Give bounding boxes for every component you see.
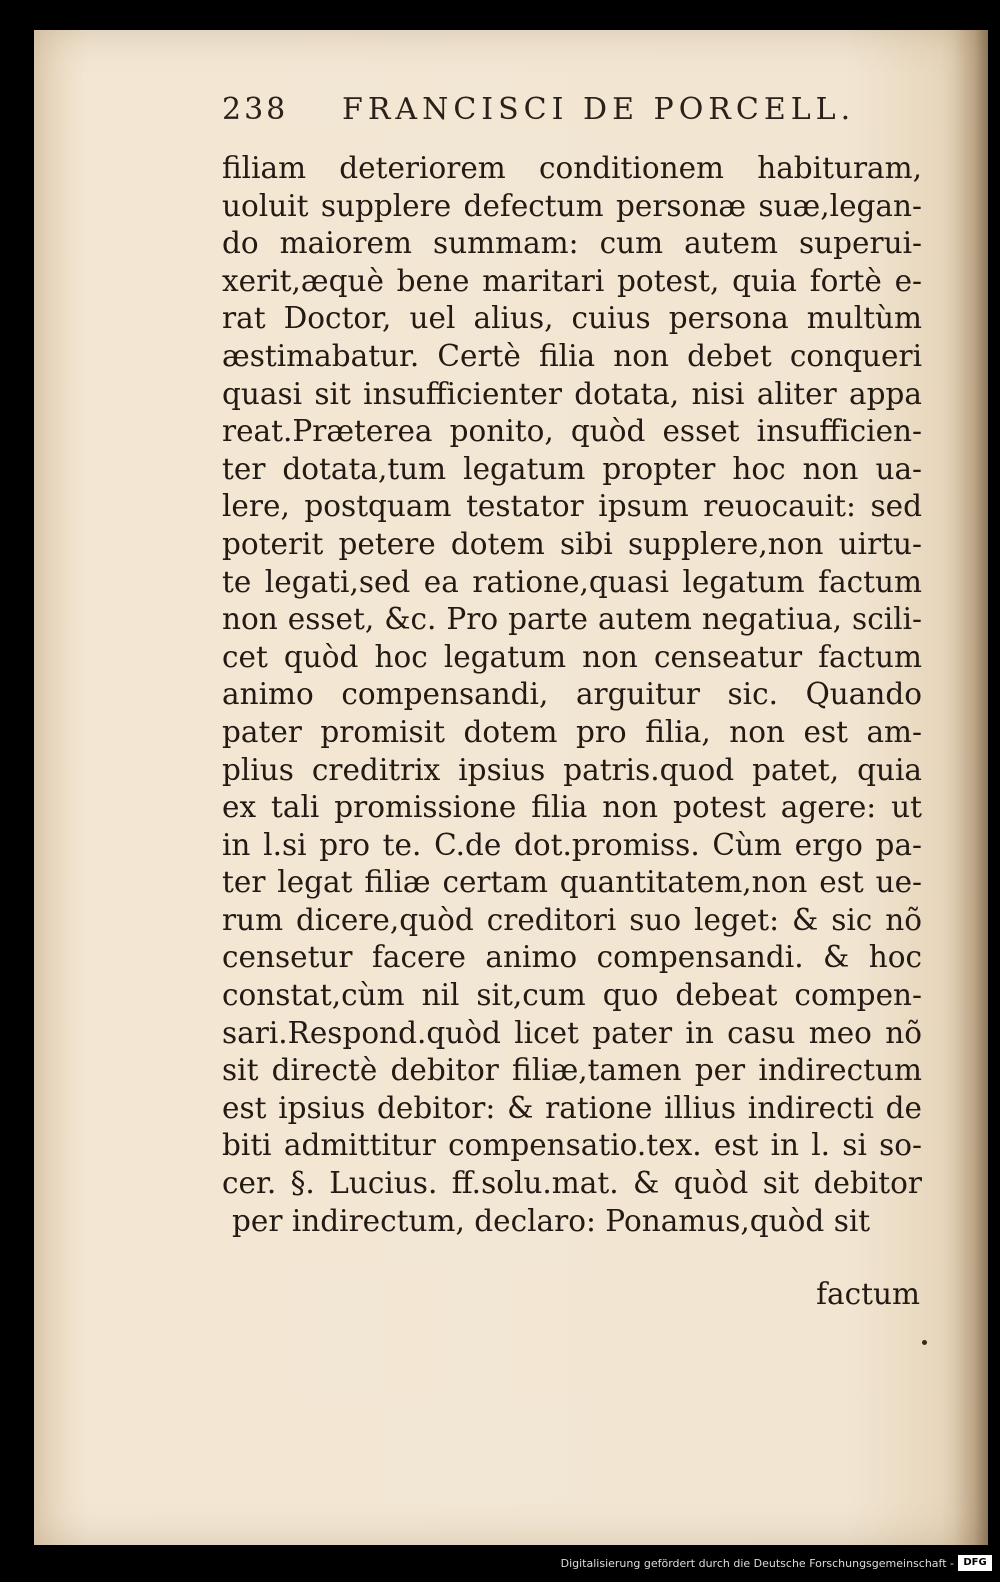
text-line: animo compensandi, arguitur sic. Quando xyxy=(222,677,922,712)
text-line: reat.Præterea ponito, quòd esset insufficien- xyxy=(222,414,922,449)
catchword: factum xyxy=(816,1277,920,1311)
text-line: pater promisit dotem pro filia, non est am- xyxy=(222,714,922,749)
text-line: cet quòd hoc legatum non censeatur factum xyxy=(222,639,922,674)
dfg-logo: DFG xyxy=(958,1555,992,1571)
text-line: cer. §. Lucius. ff.solu.mat. & quòd sit debitor xyxy=(222,1166,922,1201)
text-line: per indirectum, declaro: Ponamus,quòd sit xyxy=(232,1203,871,1238)
text-line: in l.si pro te. C.de dot.promiss. Cùm ergo pa- xyxy=(222,827,922,862)
footer-credit: Digitalisierung gefördert durch die Deutsche Forschungsgemeinschaft - xyxy=(560,1557,954,1570)
text-line: est ipsius debitor: & ratione illius indirecti de xyxy=(222,1090,922,1125)
text-line: rat Doctor, uel alius, cuius persona multùm xyxy=(222,301,922,336)
page-edge-shadow xyxy=(954,30,988,1545)
text-line: uoluit supplere defectum personæ suæ,legan- xyxy=(222,188,922,223)
text-line: poterit petere dotem sibi supplere,non uirtu- xyxy=(222,526,922,561)
text-line: filiam deteriorem conditionem habituram, xyxy=(222,151,922,185)
text-line: plius creditrix ipsius patris.quod patet, quia xyxy=(222,752,922,787)
text-line: sit directè debitor filiæ,tamen per indirectum xyxy=(222,1053,922,1088)
text-line: ter legat filiæ certam quantitatem,non est ue- xyxy=(222,865,922,900)
text-line: quasi sit insufficienter dotata, nisi aliter appa xyxy=(222,376,922,411)
body-text xyxy=(222,150,922,1240)
text-line: constat,cùm nil sit,cum quo debeat compen- xyxy=(222,978,922,1013)
text-line: te legati,sed ea ratione,quasi legatum factum xyxy=(222,564,922,599)
text-line: sari.Respond.quòd licet pater in casu meo nõ xyxy=(222,1015,922,1050)
text-line: ter dotata,tum legatum propter hoc non ua- xyxy=(222,451,922,486)
page-number: 238 xyxy=(222,92,289,127)
running-head: FRANCISCI DE PORCELL. xyxy=(342,92,856,127)
text-line: censetur facere animo compensandi. & hoc xyxy=(222,940,922,975)
text-line: æstimabatur. Certè filia non debet conqueri xyxy=(222,338,922,373)
text-line: non esset, &c. Pro parte autem negatiua, scili- xyxy=(222,602,922,637)
text-line: do maiorem summam: cum autem superui- xyxy=(222,226,922,261)
text-line: ex tali promissione filia non potest agere: ut xyxy=(222,790,922,825)
footer-bar xyxy=(0,1551,1000,1582)
text-line: xerit,æquè bene maritari potest, quia fortè e- xyxy=(222,263,922,298)
text-line: rum dicere,quòd creditori suo leget: & sic nõ xyxy=(222,902,922,937)
text-line: biti admittitur compensatio.tex. est in l. si so- xyxy=(222,1128,922,1163)
page-header xyxy=(222,92,922,136)
ink-speck xyxy=(922,1340,927,1345)
text-line: lere, postquam testator ipsum reuocauit: sed xyxy=(222,489,922,524)
